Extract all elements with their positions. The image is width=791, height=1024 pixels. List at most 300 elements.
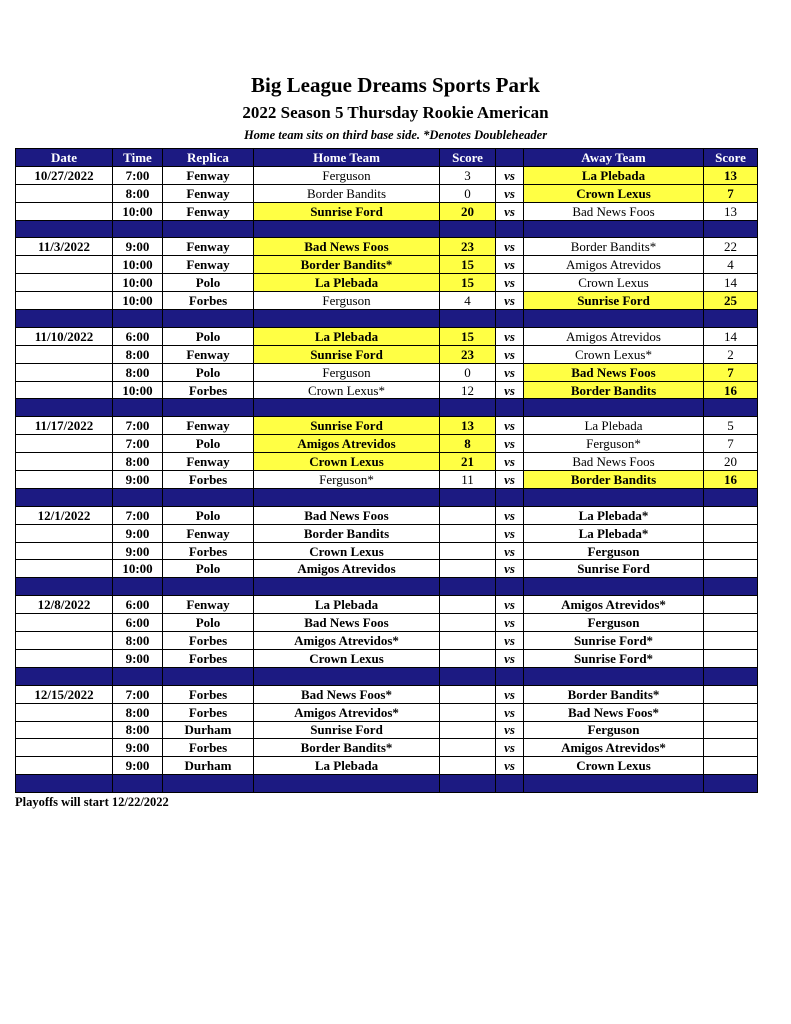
field-cell: Forbes — [163, 632, 254, 650]
time-cell: 8:00 — [113, 184, 163, 202]
separator-cell — [113, 310, 163, 328]
vs-cell: vs — [496, 453, 524, 471]
home-team-cell: La Plebada — [254, 596, 440, 614]
vs-cell: vs — [496, 757, 524, 775]
away-team-cell: La Plebada — [524, 417, 704, 435]
separator-cell — [254, 310, 440, 328]
separator-cell — [524, 488, 704, 506]
home-team-cell: Amigos Atrevidos* — [254, 632, 440, 650]
away-score-cell: 16 — [704, 381, 758, 399]
away-team-cell: Amigos Atrevidos* — [524, 739, 704, 757]
separator-cell — [163, 775, 254, 793]
away-score-cell — [704, 721, 758, 739]
week-separator — [16, 220, 758, 238]
vs-cell: vs — [496, 703, 524, 721]
home-score-cell: 15 — [440, 327, 496, 345]
field-cell: Fenway — [163, 417, 254, 435]
away-team-cell: Sunrise Ford — [524, 292, 704, 310]
separator-cell — [254, 578, 440, 596]
week-separator — [16, 578, 758, 596]
home-score-cell — [440, 614, 496, 632]
date-cell — [16, 471, 113, 489]
game-row — [16, 506, 758, 524]
field-cell: Fenway — [163, 166, 254, 184]
separator-cell — [254, 399, 440, 417]
away-team-cell: Bad News Foos — [524, 453, 704, 471]
game-row — [16, 560, 758, 578]
vs-cell: vs — [496, 381, 524, 399]
away-team-cell: La Plebada* — [524, 524, 704, 542]
vs-cell: vs — [496, 685, 524, 703]
date-cell: 12/15/2022 — [16, 685, 113, 703]
game-row — [16, 327, 758, 345]
field-cell: Forbes — [163, 292, 254, 310]
separator-cell — [16, 775, 113, 793]
vs-cell: vs — [496, 524, 524, 542]
away-team-cell: Amigos Atrevidos — [524, 256, 704, 274]
separator-cell — [524, 310, 704, 328]
game-row — [16, 274, 758, 292]
date-cell — [16, 256, 113, 274]
field-cell: Polo — [163, 614, 254, 632]
vs-cell: vs — [496, 202, 524, 220]
field-cell: Fenway — [163, 238, 254, 256]
date-cell: 11/3/2022 — [16, 238, 113, 256]
date-cell: 12/8/2022 — [16, 596, 113, 614]
col-header-home-team: Home Team — [254, 149, 440, 167]
game-row — [16, 596, 758, 614]
game-row — [16, 256, 758, 274]
away-team-cell: Amigos Atrevidos — [524, 327, 704, 345]
vs-cell: vs — [496, 649, 524, 667]
field-cell: Fenway — [163, 202, 254, 220]
away-team-cell: Border Bandits* — [524, 685, 704, 703]
game-row — [16, 453, 758, 471]
vs-cell: vs — [496, 184, 524, 202]
home-score-cell — [440, 560, 496, 578]
field-cell: Forbes — [163, 649, 254, 667]
away-score-cell: 13 — [704, 202, 758, 220]
time-cell: 10:00 — [113, 202, 163, 220]
away-team-cell: Sunrise Ford — [524, 560, 704, 578]
game-row — [16, 238, 758, 256]
away-score-cell: 14 — [704, 327, 758, 345]
home-score-cell — [440, 649, 496, 667]
home-score-cell — [440, 542, 496, 560]
home-score-cell: 15 — [440, 274, 496, 292]
separator-cell — [704, 310, 758, 328]
game-row — [16, 381, 758, 399]
separator-cell — [704, 220, 758, 238]
game-row — [16, 703, 758, 721]
field-cell: Fenway — [163, 524, 254, 542]
separator-cell — [524, 578, 704, 596]
away-team-cell: Crown Lexus — [524, 184, 704, 202]
separator-cell — [440, 220, 496, 238]
date-cell: 11/17/2022 — [16, 417, 113, 435]
away-score-cell — [704, 542, 758, 560]
home-team-cell: Amigos Atrevidos — [254, 560, 440, 578]
time-cell: 10:00 — [113, 381, 163, 399]
date-cell — [16, 649, 113, 667]
game-row — [16, 471, 758, 489]
away-score-cell — [704, 614, 758, 632]
date-cell — [16, 381, 113, 399]
separator-cell — [113, 488, 163, 506]
separator-cell — [163, 220, 254, 238]
field-cell: Fenway — [163, 453, 254, 471]
separator-cell — [16, 399, 113, 417]
separator-cell — [440, 310, 496, 328]
home-team-cell: Bad News Foos* — [254, 685, 440, 703]
separator-cell — [254, 667, 440, 685]
home-score-cell: 13 — [440, 417, 496, 435]
game-row — [16, 184, 758, 202]
home-team-cell: La Plebada — [254, 327, 440, 345]
field-cell: Fenway — [163, 345, 254, 363]
away-team-cell: La Plebada — [524, 166, 704, 184]
away-score-cell: 25 — [704, 292, 758, 310]
home-team-cell: Bad News Foos — [254, 506, 440, 524]
home-score-cell: 3 — [440, 166, 496, 184]
field-cell: Polo — [163, 274, 254, 292]
vs-cell: vs — [496, 614, 524, 632]
time-cell: 9:00 — [113, 471, 163, 489]
date-cell: 10/27/2022 — [16, 166, 113, 184]
separator-cell — [704, 399, 758, 417]
date-cell — [16, 292, 113, 310]
separator-cell — [524, 775, 704, 793]
field-cell: Forbes — [163, 471, 254, 489]
home-score-cell — [440, 739, 496, 757]
home-team-cell: Crown Lexus — [254, 542, 440, 560]
separator-cell — [704, 775, 758, 793]
away-score-cell — [704, 703, 758, 721]
home-score-cell — [440, 685, 496, 703]
col-header-away-team: Away Team — [524, 149, 704, 167]
time-cell: 9:00 — [113, 238, 163, 256]
vs-cell: vs — [496, 596, 524, 614]
game-row — [16, 542, 758, 560]
field-cell: Forbes — [163, 685, 254, 703]
game-row — [16, 292, 758, 310]
separator-cell — [254, 488, 440, 506]
separator-cell — [16, 220, 113, 238]
separator-cell — [163, 399, 254, 417]
home-score-cell: 21 — [440, 453, 496, 471]
separator-cell — [16, 488, 113, 506]
date-cell — [16, 184, 113, 202]
vs-cell: vs — [496, 327, 524, 345]
separator-cell — [113, 399, 163, 417]
col-header-home-score: Score — [440, 149, 496, 167]
date-cell — [16, 721, 113, 739]
away-score-cell: 13 — [704, 166, 758, 184]
game-row — [16, 345, 758, 363]
date-cell — [16, 524, 113, 542]
separator-cell — [496, 775, 524, 793]
vs-cell: vs — [496, 363, 524, 381]
home-score-cell — [440, 632, 496, 650]
vs-cell: vs — [496, 256, 524, 274]
home-team-cell: Sunrise Ford — [254, 721, 440, 739]
date-cell — [16, 453, 113, 471]
away-score-cell — [704, 632, 758, 650]
away-score-cell — [704, 596, 758, 614]
header-note: Home team sits on third base side. *Denotes Doubleheader — [243, 128, 548, 142]
date-cell — [16, 632, 113, 650]
col-header-away-score: Score — [704, 149, 758, 167]
page-subtitle: 2022 Season 5 Thursday Rookie American — [242, 103, 549, 122]
separator-cell — [113, 220, 163, 238]
home-score-cell: 12 — [440, 381, 496, 399]
separator-cell — [254, 775, 440, 793]
home-score-cell — [440, 524, 496, 542]
away-score-cell: 7 — [704, 363, 758, 381]
game-row — [16, 721, 758, 739]
away-score-cell — [704, 757, 758, 775]
home-team-cell: Amigos Atrevidos* — [254, 703, 440, 721]
separator-cell — [16, 578, 113, 596]
home-team-cell: Crown Lexus — [254, 453, 440, 471]
away-team-cell: Amigos Atrevidos* — [524, 596, 704, 614]
time-cell: 8:00 — [113, 363, 163, 381]
separator-cell — [496, 220, 524, 238]
time-cell: 7:00 — [113, 435, 163, 453]
field-cell: Polo — [163, 363, 254, 381]
time-cell: 10:00 — [113, 560, 163, 578]
home-score-cell — [440, 506, 496, 524]
away-team-cell: Sunrise Ford* — [524, 632, 704, 650]
field-cell: Fenway — [163, 596, 254, 614]
away-team-cell: Ferguson* — [524, 435, 704, 453]
time-cell: 9:00 — [113, 739, 163, 757]
time-cell: 7:00 — [113, 166, 163, 184]
home-score-cell — [440, 703, 496, 721]
vs-cell: vs — [496, 542, 524, 560]
game-row — [16, 614, 758, 632]
vs-cell: vs — [496, 166, 524, 184]
away-score-cell — [704, 506, 758, 524]
time-cell: 6:00 — [113, 327, 163, 345]
week-separator — [16, 310, 758, 328]
away-score-cell — [704, 560, 758, 578]
date-cell — [16, 739, 113, 757]
game-row — [16, 166, 758, 184]
away-score-cell — [704, 739, 758, 757]
home-score-cell: 8 — [440, 435, 496, 453]
date-cell — [16, 542, 113, 560]
separator-cell — [440, 488, 496, 506]
away-team-cell: Ferguson — [524, 721, 704, 739]
home-score-cell: 0 — [440, 184, 496, 202]
away-team-cell: Border Bandits — [524, 471, 704, 489]
game-row — [16, 685, 758, 703]
time-cell: 9:00 — [113, 649, 163, 667]
away-team-cell: Ferguson — [524, 542, 704, 560]
date-cell: 12/1/2022 — [16, 506, 113, 524]
date-cell: 11/10/2022 — [16, 327, 113, 345]
vs-cell: vs — [496, 721, 524, 739]
time-cell: 6:00 — [113, 596, 163, 614]
field-cell: Polo — [163, 560, 254, 578]
game-row — [16, 524, 758, 542]
separator-cell — [254, 220, 440, 238]
separator-cell — [704, 578, 758, 596]
separator-cell — [440, 667, 496, 685]
field-cell: Polo — [163, 327, 254, 345]
home-team-cell: Border Bandits* — [254, 739, 440, 757]
home-team-cell: Bad News Foos — [254, 614, 440, 632]
separator-cell — [440, 775, 496, 793]
away-team-cell: Crown Lexus* — [524, 345, 704, 363]
schedule-table — [15, 148, 758, 793]
page-title: Big League Dreams Sports Park — [251, 73, 540, 97]
week-separator — [16, 775, 758, 793]
game-row — [16, 649, 758, 667]
col-header-date: Date — [16, 149, 113, 167]
separator-cell — [704, 488, 758, 506]
time-cell: 8:00 — [113, 721, 163, 739]
time-cell: 8:00 — [113, 703, 163, 721]
time-cell: 9:00 — [113, 542, 163, 560]
separator-cell — [163, 488, 254, 506]
game-row — [16, 632, 758, 650]
separator-cell — [113, 775, 163, 793]
home-score-cell: 4 — [440, 292, 496, 310]
field-cell: Polo — [163, 506, 254, 524]
home-team-cell: Border Bandits — [254, 184, 440, 202]
vs-cell: vs — [496, 560, 524, 578]
home-team-cell: Ferguson — [254, 166, 440, 184]
time-cell: 7:00 — [113, 685, 163, 703]
vs-cell: vs — [496, 274, 524, 292]
vs-cell: vs — [496, 471, 524, 489]
date-cell — [16, 435, 113, 453]
home-score-cell: 0 — [440, 363, 496, 381]
field-cell: Durham — [163, 757, 254, 775]
header-row — [16, 149, 758, 167]
home-team-cell: Crown Lexus — [254, 649, 440, 667]
vs-cell: vs — [496, 632, 524, 650]
game-row — [16, 363, 758, 381]
date-cell — [16, 703, 113, 721]
separator-cell — [163, 578, 254, 596]
week-separator — [16, 667, 758, 685]
away-team-cell: Border Bandits* — [524, 238, 704, 256]
home-score-cell: 23 — [440, 345, 496, 363]
game-row — [16, 417, 758, 435]
home-team-cell: Ferguson — [254, 292, 440, 310]
away-score-cell: 16 — [704, 471, 758, 489]
home-team-cell: Crown Lexus* — [254, 381, 440, 399]
away-score-cell: 4 — [704, 256, 758, 274]
separator-cell — [524, 667, 704, 685]
field-cell: Fenway — [163, 184, 254, 202]
away-score-cell: 20 — [704, 453, 758, 471]
date-cell — [16, 202, 113, 220]
field-cell: Forbes — [163, 739, 254, 757]
time-cell: 10:00 — [113, 292, 163, 310]
separator-cell — [163, 667, 254, 685]
separator-cell — [440, 399, 496, 417]
date-cell — [16, 560, 113, 578]
game-row — [16, 739, 758, 757]
separator-cell — [524, 399, 704, 417]
away-score-cell: 2 — [704, 345, 758, 363]
home-score-cell: 11 — [440, 471, 496, 489]
time-cell: 7:00 — [113, 417, 163, 435]
away-team-cell: La Plebada* — [524, 506, 704, 524]
away-team-cell: Crown Lexus — [524, 274, 704, 292]
date-cell — [16, 614, 113, 632]
away-score-cell: 22 — [704, 238, 758, 256]
home-score-cell — [440, 596, 496, 614]
home-team-cell: Sunrise Ford — [254, 417, 440, 435]
away-team-cell: Border Bandits — [524, 381, 704, 399]
away-team-cell: Bad News Foos — [524, 363, 704, 381]
separator-cell — [496, 310, 524, 328]
time-cell: 8:00 — [113, 345, 163, 363]
away-team-cell: Crown Lexus — [524, 757, 704, 775]
time-cell: 10:00 — [113, 256, 163, 274]
game-row — [16, 202, 758, 220]
date-cell — [16, 757, 113, 775]
footer-note: Playoffs will start 12/22/2022 — [15, 795, 169, 809]
time-cell: 9:00 — [113, 524, 163, 542]
separator-cell — [496, 488, 524, 506]
separator-cell — [113, 578, 163, 596]
game-row — [16, 757, 758, 775]
vs-cell: vs — [496, 435, 524, 453]
away-score-cell: 7 — [704, 184, 758, 202]
home-team-cell: Ferguson* — [254, 471, 440, 489]
home-team-cell: Border Bandits — [254, 524, 440, 542]
away-score-cell — [704, 524, 758, 542]
date-cell — [16, 363, 113, 381]
separator-cell — [113, 667, 163, 685]
away-score-cell: 5 — [704, 417, 758, 435]
time-cell: 8:00 — [113, 632, 163, 650]
away-score-cell — [704, 685, 758, 703]
separator-cell — [704, 667, 758, 685]
separator-cell — [524, 220, 704, 238]
separator-cell — [496, 578, 524, 596]
away-team-cell: Sunrise Ford* — [524, 649, 704, 667]
away-score-cell: 7 — [704, 435, 758, 453]
date-cell — [16, 345, 113, 363]
away-team-cell: Bad News Foos — [524, 202, 704, 220]
col-header-replica: Replica — [163, 149, 254, 167]
away-score-cell: 14 — [704, 274, 758, 292]
separator-cell — [496, 399, 524, 417]
away-team-cell: Ferguson — [524, 614, 704, 632]
vs-cell: vs — [496, 739, 524, 757]
home-score-cell — [440, 721, 496, 739]
home-team-cell: Amigos Atrevidos — [254, 435, 440, 453]
vs-cell: vs — [496, 292, 524, 310]
home-team-cell: Sunrise Ford — [254, 345, 440, 363]
home-team-cell: Sunrise Ford — [254, 202, 440, 220]
separator-cell — [440, 578, 496, 596]
separator-cell — [16, 667, 113, 685]
away-team-cell: Bad News Foos* — [524, 703, 704, 721]
field-cell: Forbes — [163, 703, 254, 721]
home-score-cell — [440, 757, 496, 775]
field-cell: Durham — [163, 721, 254, 739]
separator-cell — [163, 310, 254, 328]
home-team-cell: Bad News Foos — [254, 238, 440, 256]
